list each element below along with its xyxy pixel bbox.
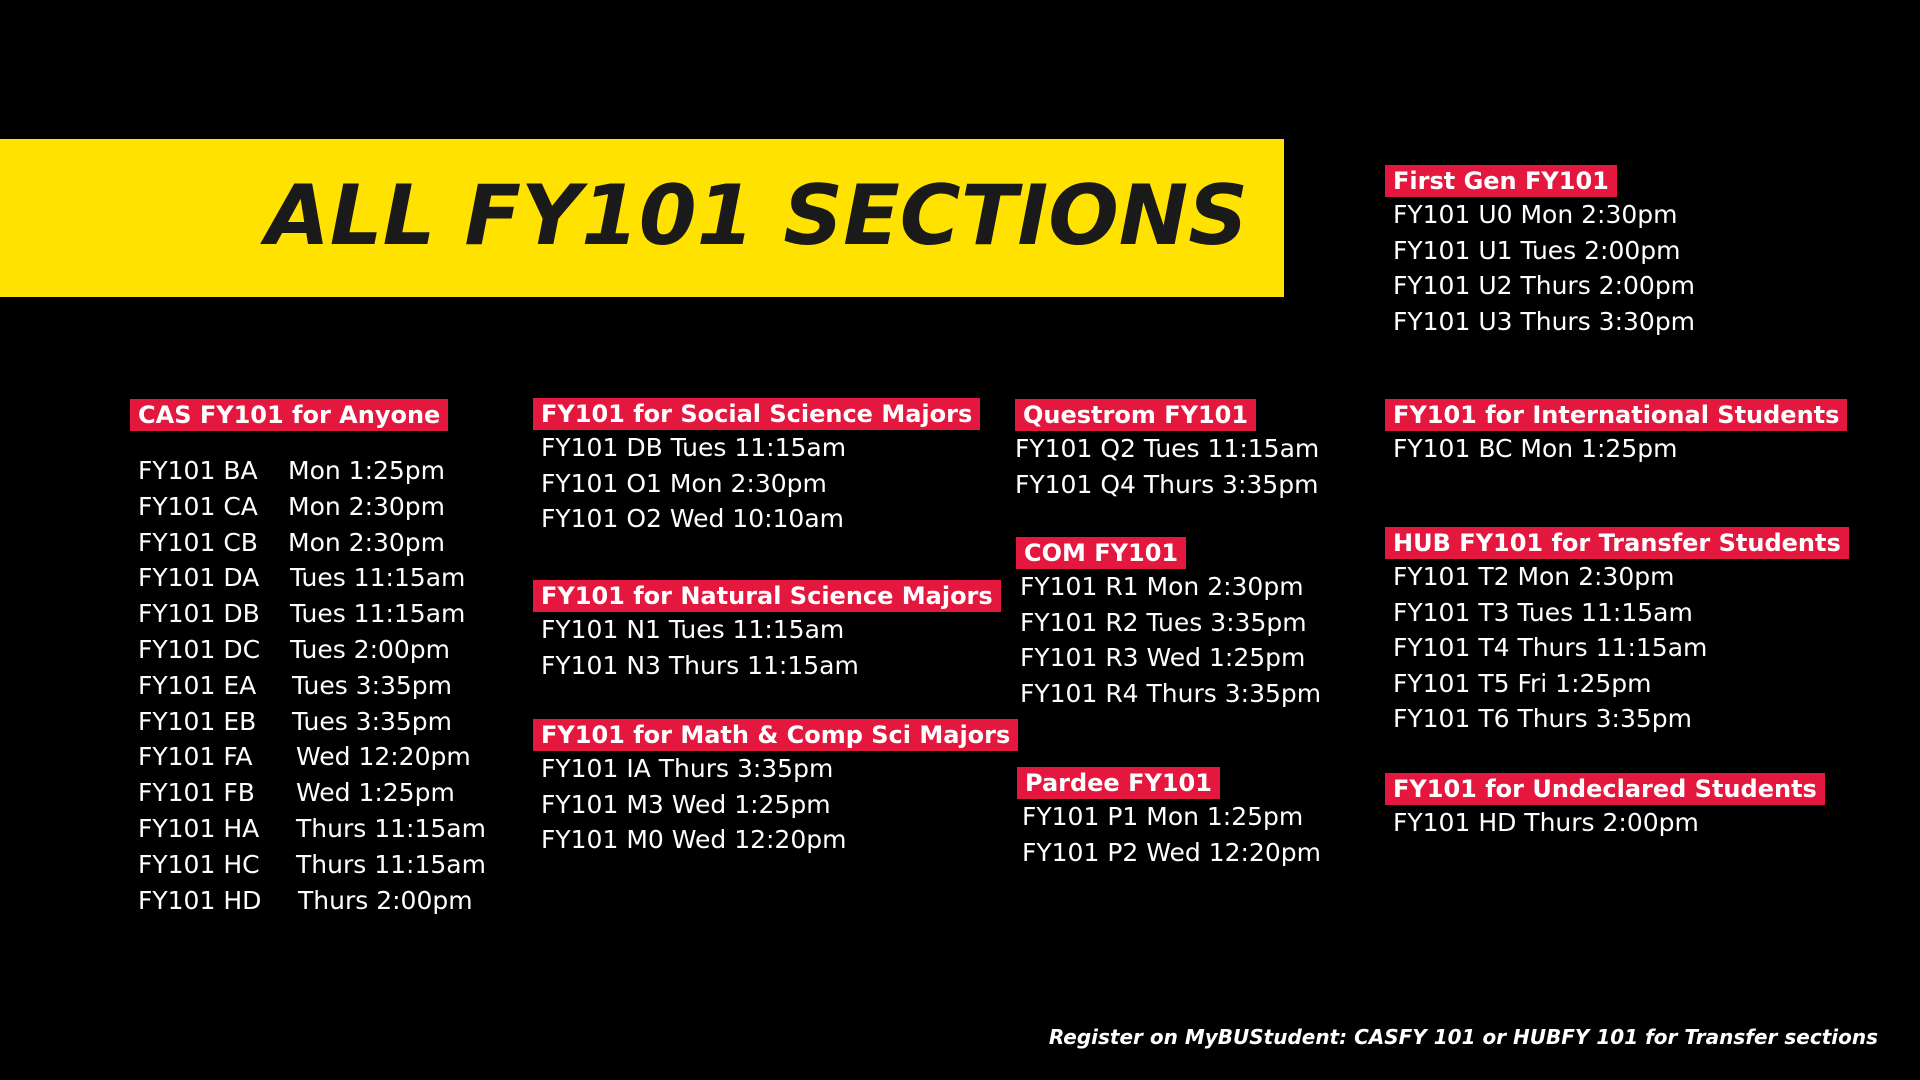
section-time: Wed 1:25pm [296,778,455,808]
list-item [138,632,486,668]
section-group-firstgen [1385,165,1695,339]
list-item: FY101 IA Thurs 3:35pm [541,754,834,783]
list-item: FY101 U0 Mon 2:30pm [1393,200,1678,229]
section-header-cas: CAS FY101 for Anyone [130,399,448,431]
section-code: FY101 CA [138,491,258,521]
section-list-com [1016,569,1321,711]
list-item: FY101 U3 Thurs 3:30pm [1393,306,1696,336]
section-group-natural [533,580,1001,683]
section-group-social [533,398,980,537]
section-code: FY101 DC [138,634,261,664]
section-group-hub [1385,527,1849,737]
section-header-hub: HUB FY101 for Transfer Students [1385,527,1849,559]
list-item: FY101 M3 Wed 1:25pm [541,789,831,819]
section-header-math: FY101 for Math & Comp Sci Majors [533,719,1018,751]
section-group-com [1016,537,1321,711]
section-header-international: FY101 for International Students [1385,399,1847,431]
section-header-social: FY101 for Social Science Majors [533,398,980,430]
list-item: FY101 U2 Thurs 2:00pm [1393,271,1696,301]
list-item [138,596,486,632]
list-item: FY101 P1 Mon 1:25pm [1022,802,1304,831]
section-time: Tues 11:15am [290,599,466,629]
list-item [138,489,486,525]
title-banner [0,139,1284,297]
registration-note: Register on MyBUStudent: CASFY 101 or HUBFY 101 for Transfer sections [1048,1025,1878,1049]
list-item: FY101 R4 Thurs 3:35pm [1020,678,1322,708]
section-time: Tues 11:15am [290,563,466,593]
section-code: FY101 BA [138,456,258,485]
section-group-cas [130,399,486,918]
section-code: FY101 CB [138,527,258,557]
section-code: FY101 HD [138,885,262,915]
section-group-questrom [1015,399,1319,502]
section-list-cas [130,431,486,918]
section-time: Mon 1:25pm [288,456,446,485]
section-header-questrom: Questrom FY101 [1015,399,1256,431]
section-code: FY101 EB [138,706,257,736]
section-code: FY101 DB [138,599,260,629]
section-code: FY101 HC [138,849,260,879]
list-item: FY101 U1 Tues 2:00pm [1393,235,1681,265]
list-item: FY101 Q2 Tues 11:15am [1015,434,1320,463]
section-group-math [533,719,1018,858]
section-list-math [533,751,1018,858]
section-time: Mon 2:30pm [288,491,446,521]
list-item: FY101 T6 Thurs 3:35pm [1393,704,1693,734]
list-item [138,739,486,775]
section-group-undeclared [1385,773,1825,841]
section-time: Thurs 2:00pm [298,885,473,915]
list-item [138,704,486,740]
section-list-questrom [1015,431,1319,502]
list-item: FY101 R1 Mon 2:30pm [1020,572,1304,601]
section-time: Tues 2:00pm [290,634,451,664]
list-item [138,525,486,561]
section-header-undeclared: FY101 for Undeclared Students [1385,773,1825,805]
section-list-international [1385,431,1847,467]
list-item: FY101 R2 Tues 3:35pm [1020,607,1307,637]
list-item: FY101 N3 Thurs 11:15am [541,650,859,680]
section-header-natural: FY101 for Natural Science Majors [533,580,1001,612]
section-code: FY101 EA [138,670,257,700]
list-item: FY101 M0 Wed 12:20pm [541,825,847,855]
list-item: FY101 BC Mon 1:25pm [1393,434,1678,463]
list-item [138,775,486,811]
list-item: FY101 DB Tues 11:15am [541,433,847,462]
section-time: Tues 3:35pm [292,670,453,700]
page-title: ALL FY101 SECTIONS [265,167,1248,264]
list-item: FY101 P2 Wed 12:20pm [1022,837,1321,867]
section-code: FY101 FB [138,778,255,808]
section-group-pardee [1017,767,1321,870]
section-header-pardee: Pardee FY101 [1017,767,1220,799]
section-code: FY101 FA [138,742,253,772]
section-group-international [1385,399,1847,467]
list-item: FY101 T2 Mon 2:30pm [1393,562,1675,591]
list-item: FY101 T3 Tues 11:15am [1393,597,1693,627]
list-item: FY101 T4 Thurs 11:15am [1393,633,1708,663]
list-item: FY101 N1 Tues 11:15am [541,615,845,644]
section-list-pardee [1017,799,1321,870]
section-list-undeclared [1385,805,1825,841]
section-header-firstgen: First Gen FY101 [1385,165,1617,197]
list-item: FY101 R3 Wed 1:25pm [1020,643,1306,673]
section-time: Thurs 11:15am [296,849,486,879]
list-item: FY101 HD Thurs 2:00pm [1393,808,1699,837]
section-time: Tues 3:35pm [292,706,453,736]
list-item [138,847,486,883]
list-item [138,453,486,489]
section-header-com: COM FY101 [1016,537,1186,569]
section-list-social [533,430,980,537]
section-code: FY101 DA [138,563,260,593]
list-item: FY101 Q4 Thurs 3:35pm [1015,469,1319,499]
list-item [138,883,486,919]
section-time: Wed 12:20pm [296,742,471,772]
section-code: FY101 HA [138,813,260,843]
list-item [138,811,486,847]
section-list-firstgen [1385,197,1695,339]
section-list-hub [1385,559,1849,737]
list-item: FY101 O1 Mon 2:30pm [541,468,827,498]
list-item [138,560,486,596]
list-item [138,668,486,704]
list-item: FY101 T5 Fri 1:25pm [1393,668,1652,698]
section-list-natural [533,612,1001,683]
section-time: Mon 2:30pm [288,527,446,557]
list-item: FY101 O2 Wed 10:10am [541,504,845,534]
section-time: Thurs 11:15am [296,813,486,843]
